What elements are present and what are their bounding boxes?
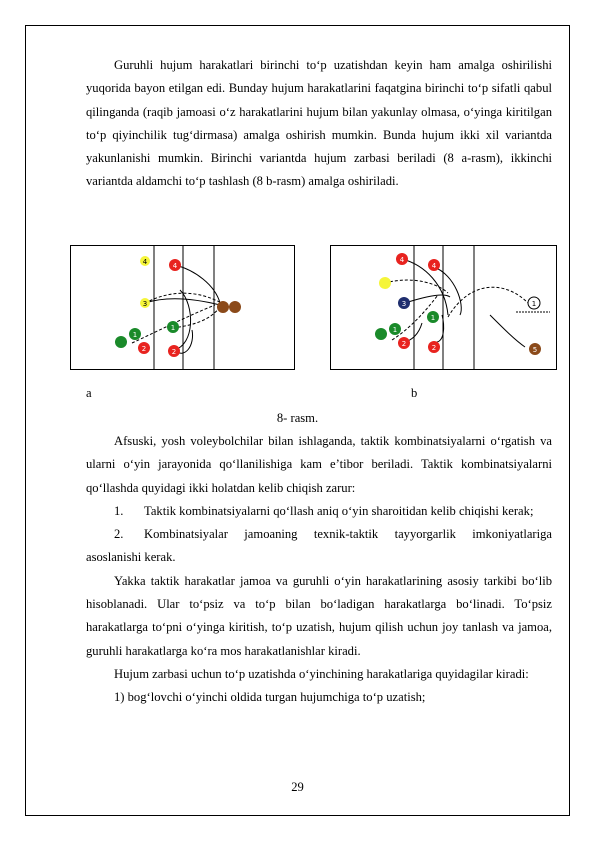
- figure-label-b: b: [411, 386, 418, 400]
- paragraph-3: Yakka taktik harakatlar jamoa va guruhli o‘yin harakatlarining asosiy tarkibi bo‘lib hisoblanadi. Ular to‘psiz va to‘p bilan bo‘ladigan harakatlarga bo‘linadi. To‘psiz harakatlarga to‘pni o‘yinga kiritish, to‘p uzatish, hujum qilish uchun joy tanlash va jamoa, guruhli harakatlarga ko‘ra mos harakatlanishlar kiradi.: [86, 573, 552, 658]
- player-number: 1: [430, 314, 436, 322]
- player-number: 3: [401, 300, 407, 308]
- paragraph-4: Hujum zarbasi uchun to‘p uzatishda o‘yinchining harakatlariga quyidagilar kiradi:: [114, 666, 529, 681]
- list-number: 2.: [114, 527, 124, 542]
- player-number: 1: [132, 331, 138, 339]
- player-number: 4: [399, 256, 405, 264]
- player-number: 4: [142, 258, 148, 266]
- player-number: 2: [401, 340, 407, 348]
- paragraph-5: 1) bog‘lovchi o‘yinchi oldida turgan hujumchiga to‘p uzatish;: [114, 690, 426, 705]
- player-number: 1: [531, 300, 537, 308]
- ball-marker: [229, 301, 241, 313]
- player-number: 4: [172, 262, 178, 270]
- player-number: 5: [532, 346, 538, 354]
- figure-label-a: a: [86, 386, 92, 400]
- player-marker: [375, 328, 387, 340]
- player-number: 1: [392, 326, 398, 334]
- player-number: 2: [171, 348, 177, 356]
- figure-8a: [70, 245, 295, 370]
- player-path: [434, 267, 461, 315]
- player-number: 3: [142, 300, 148, 308]
- list-item: [86, 523, 552, 570]
- ball-path: [448, 287, 528, 317]
- player-number: 2: [141, 345, 147, 353]
- page-number: 29: [291, 780, 304, 794]
- figure-caption: 8- rasm.: [276, 411, 319, 425]
- ball-marker: [217, 301, 229, 313]
- paragraph-2: Afsuski, yosh voleybolchilar bilan ishlaganda, taktik kombinatsiyalarni o‘rgatish va ularni o‘yin jarayonida qo‘llanilishiga kam e’tibor beriladi. Taktik kombinatsiyalarni qo‘llashda quyidagi ikki holatdan kelib chiqish zarur:: [86, 434, 552, 495]
- list-number: 1.: [114, 503, 124, 518]
- list-item: [86, 500, 552, 523]
- player-number: 1: [170, 324, 176, 332]
- player-number: 4: [431, 262, 437, 270]
- player-path: [175, 265, 220, 303]
- paragraph-intro: [86, 54, 552, 194]
- player-path: [490, 315, 525, 347]
- paragraph-1: Guruhli hujum harakatlari birinchi to‘p uzatishdan keyin ham amalga oshirilishi yuqorida bayon etilgan edi. Bunday hujum harakatlarini faqatgina birinchi to‘p sifatli qabul qilinganda (raqib jamoasi o‘z harakatlarini hujum bilan yakunlay olmasa, o‘yinga kiritilgan to‘p qiyinchilik tug‘dirmasa) amalga oshirish mumkin. Bunda hujum ikki xil variantda yakunlanishi mumkin. Birinchi variantda hujum zarbasi beriladi (8 a-rasm), ikkinchi variantda aldamchi to‘p tashlash (8 b-rasm) amalga oshiriladi.: [86, 58, 552, 189]
- player-marker: [379, 277, 391, 289]
- list-text: Kombinatsiyalar jamoaning texnik-taktik tayyorgarlik imkoniyatlariga asoslanishi kerak.: [86, 527, 552, 565]
- figure-8b: [330, 245, 557, 370]
- player-marker: [115, 336, 127, 348]
- ball-path: [173, 307, 220, 328]
- list-text: Taktik kombinatsiyalarni qo‘llash aniq o‘yin sharoitidan kelib chiqishi kerak;: [144, 503, 534, 518]
- player-number: 2: [431, 344, 437, 352]
- paragraph-body: [86, 430, 552, 710]
- player-path: [402, 259, 448, 315]
